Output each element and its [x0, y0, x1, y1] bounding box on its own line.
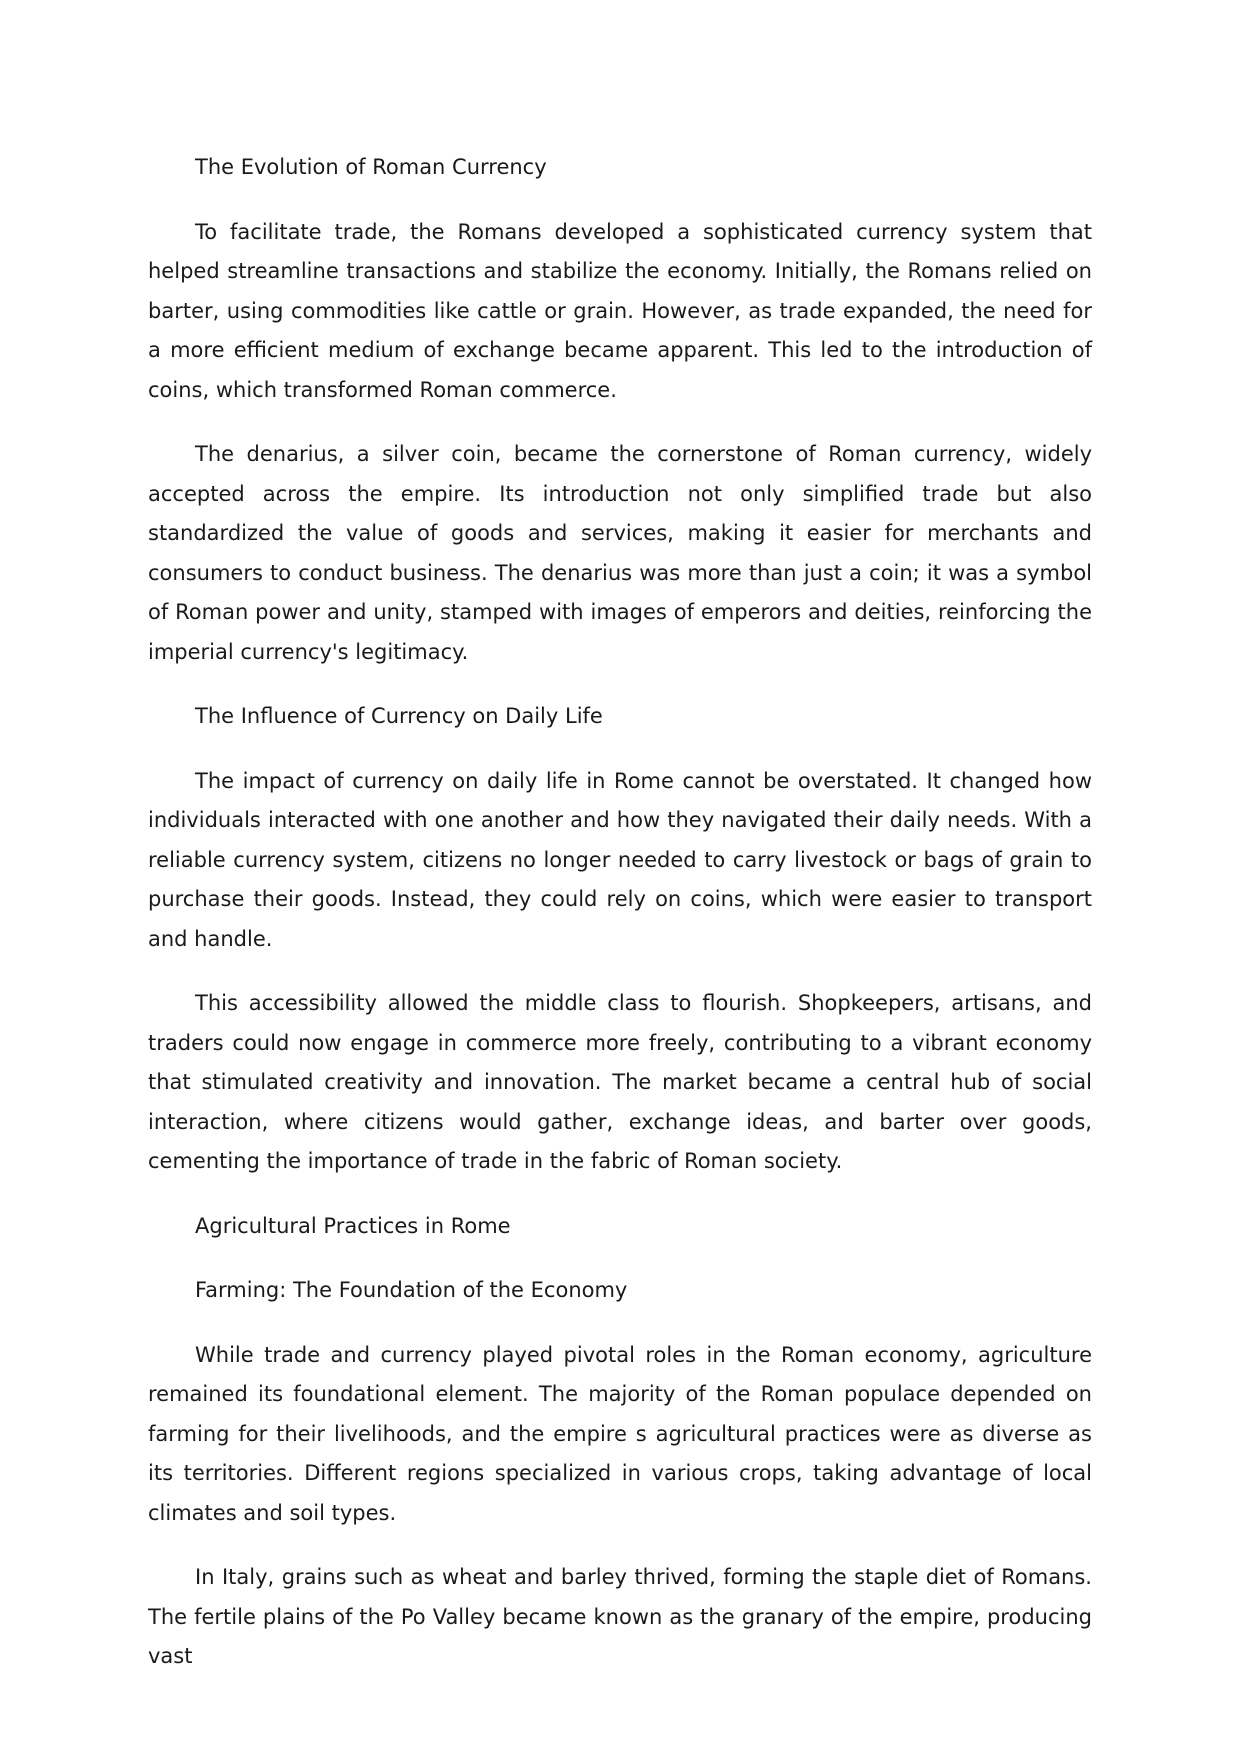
- document-page: [148, 148, 1092, 1677]
- paragraph-italy-grains: In Italy, grains such as wheat and barley thrived, forming the staple diet of Romans. The fertile plains of the Po Valley became known as the granary of the empire, producing vast: [148, 1565, 1092, 1668]
- paragraph-currency-intro: To facilitate trade, the Romans developed a sophisticated currency system that helped streamline transactions and stabilize the economy. Initially, the Romans relied on barter, using commodities like cattle or grain. However, as trade expanded, the need for a more efficient medium of exchange became apparent. This led to the introduction of coins, which transformed Roman commerce.: [148, 219, 1092, 402]
- section-heading-agriculture: Agricultural Practices in Rome: [195, 1213, 511, 1238]
- paragraph-denarius: The denarius, a silver coin, became the cornerstone of Roman currency, widely accepted across the empire. Its introduction not only simplified trade but also standardized the value of goods and services, making it easier for merchants and consumers to conduct business. The denarius was more than just a coin; it was a symbol of Roman power and unity, stamped with images of emperors and deities, reinforcing the imperial currency's legitimacy.: [148, 442, 1092, 664]
- section-heading-roman-currency: The Evolution of Roman Currency: [195, 155, 547, 179]
- subsection-heading-farming: Farming: The Foundation of the Economy: [195, 1278, 628, 1302]
- paragraph-currency-impact: The impact of currency on daily life in Rome cannot be overstated. It changed how individuals interacted with one another and how they navigated their daily needs. With a reliable currency system, citizens no longer needed to carry livestock or bags of grain to purchase their goods. Instead, they could rely on coins, which were easier to transport and handle.: [148, 768, 1092, 951]
- section-heading-daily-life: The Influence of Currency on Daily Life: [195, 704, 603, 728]
- paragraph-agriculture-foundation: While trade and currency played pivotal roles in the Roman economy, agriculture remained its foundational element. The majority of the Roman populace depended on farming for their livelihoods, and the empire s agricultural practices were as diverse as its territories. Different regions specialized in various crops, taking advantage of local climates and soil types.: [148, 1342, 1092, 1525]
- paragraph-middle-class: This accessibility allowed the middle class to flourish. Shopkeepers, artisans, and traders could now engage in commerce more freely, contributing to a vibrant economy that stimulated creativity and innovation. The market became a central hub of social interaction, where citizens would gather, exchange ideas, and barter over goods, cementing the importance of trade in the fabric of Roman society.: [148, 991, 1092, 1173]
